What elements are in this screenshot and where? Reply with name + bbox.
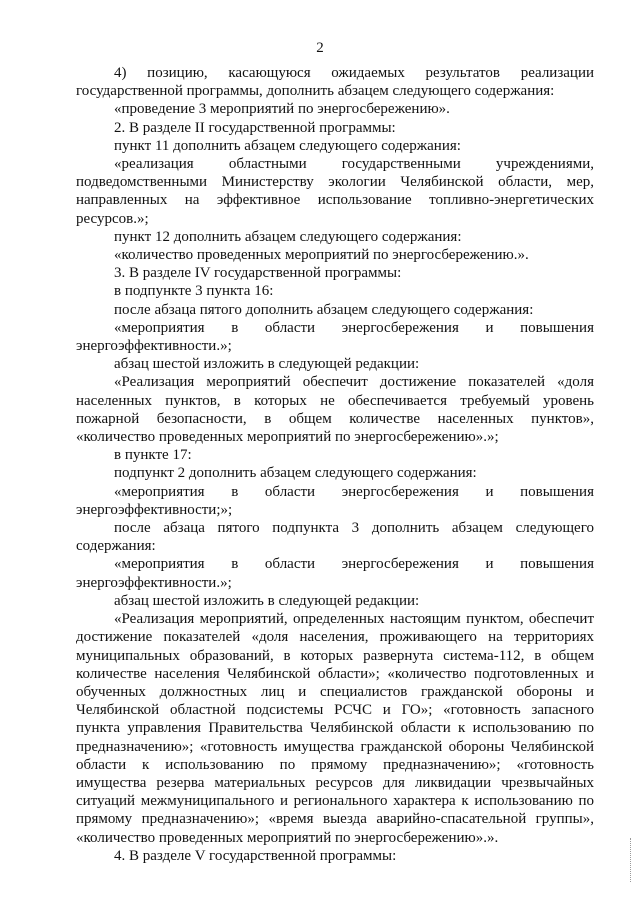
text-line: «проведение 3 мероприятий по энергосбережению». <box>114 101 450 118</box>
text-line: энергоэффективности.»; <box>76 338 232 355</box>
text-line: «Реализация мероприятий обеспечит достижение показателей «доля <box>114 374 594 391</box>
text-line: количестве населения Челябинской области»; «количество подготовленных и <box>76 665 594 682</box>
text-line: муниципальных образований, в которых развернута система-112, в общем <box>76 647 594 664</box>
text-line: Челябинской областной подсистемы РСЧС и ГО»; «готовность запасного <box>76 702 594 719</box>
scan-edge-mark <box>630 838 633 882</box>
text-line: в подпункте 3 пункта 16: <box>114 283 274 300</box>
text-line: «мероприятия в области энергосбережения и повышения <box>114 483 594 500</box>
text-line: области к использованию по прямому предназначению»; «готовность <box>76 756 594 773</box>
text-line: энергоэффективности.»; <box>76 574 232 591</box>
text-line: «мероприятия в области энергосбережения и повышения <box>114 556 594 573</box>
text-line: направленных на эффективное использование топливно-энергетических <box>76 192 594 209</box>
text-line: «количество проведенных мероприятий по энергосбережению».»; <box>76 429 499 446</box>
text-line: после абзаца пятого подпункта 3 дополнить абзацем следующего <box>114 520 594 537</box>
text-line: ситуаций межмуниципального и регионального характера к использованию по <box>76 793 594 810</box>
text-line: государственной программы, дополнить абзацем следующего содержания: <box>76 83 555 100</box>
text-line: в пункте 17: <box>114 447 192 464</box>
document-body <box>76 64 594 865</box>
text-line: пожарной безопасности, в общем количестве населенных пунктов», <box>76 410 594 427</box>
text-line: пункта управления Правительства Челябинской области к использованию по <box>76 720 594 737</box>
text-line: 4. В разделе V государственной программы: <box>114 847 397 864</box>
text-line: «количество проведенных мероприятий по энергосбережению.». <box>114 247 529 264</box>
text-line: 2. В разделе II государственной программы: <box>114 119 396 136</box>
text-line: имущества резерва материальных ресурсов для ликвидации чрезвычайных <box>76 774 594 791</box>
text-line: подпункт 2 дополнить абзацем следующего содержания: <box>114 465 477 482</box>
text-line: «мероприятия в области энергосбережения и повышения <box>114 319 594 336</box>
text-line: ресурсов.»; <box>76 210 149 227</box>
text-line: «Реализация мероприятий, определенных настоящим пунктом, обеспечит <box>114 611 594 628</box>
text-line: подведомственными Министерству экологии Челябинской области, мер, <box>76 174 594 191</box>
text-line: предназначению»; «готовность имущества гражданской обороны Челябинской <box>76 738 594 755</box>
text-line: абзац шестой изложить в следующей редакции: <box>114 592 420 609</box>
text-line: пункт 11 дополнить абзацем следующего содержания: <box>114 137 461 154</box>
text-line: «реализация областными государственными учреждениями, <box>114 156 594 173</box>
text-line: после абзаца пятого дополнить абзацем следующего содержания: <box>114 301 534 318</box>
text-line: 4) позицию, касающуюся ожидаемых результатов реализации <box>114 65 594 81</box>
text-line: населенных пунктов, в которых не обеспечивается требуемый уровень <box>76 392 594 409</box>
text-line: достижение показателей «доля населения, проживающего на территориях <box>76 629 594 646</box>
text-line: абзац шестой изложить в следующей редакции: <box>114 356 420 373</box>
text-line: «количество проведенных мероприятий по энергосбережению».». <box>76 829 499 846</box>
text-line: содержания: <box>76 538 156 555</box>
text-line: энергоэффективности;»; <box>76 501 233 518</box>
text-line: обученных должностных лиц и специалистов гражданской обороны и <box>76 683 594 700</box>
text-line: 3. В разделе IV государственной программы: <box>114 265 402 282</box>
page-number: 2 <box>316 40 324 56</box>
text-line: прямому предназначению»; «время выезда аварийно-спасательной группы», <box>76 811 594 828</box>
text-line: пункт 12 дополнить абзацем следующего содержания: <box>114 228 462 245</box>
